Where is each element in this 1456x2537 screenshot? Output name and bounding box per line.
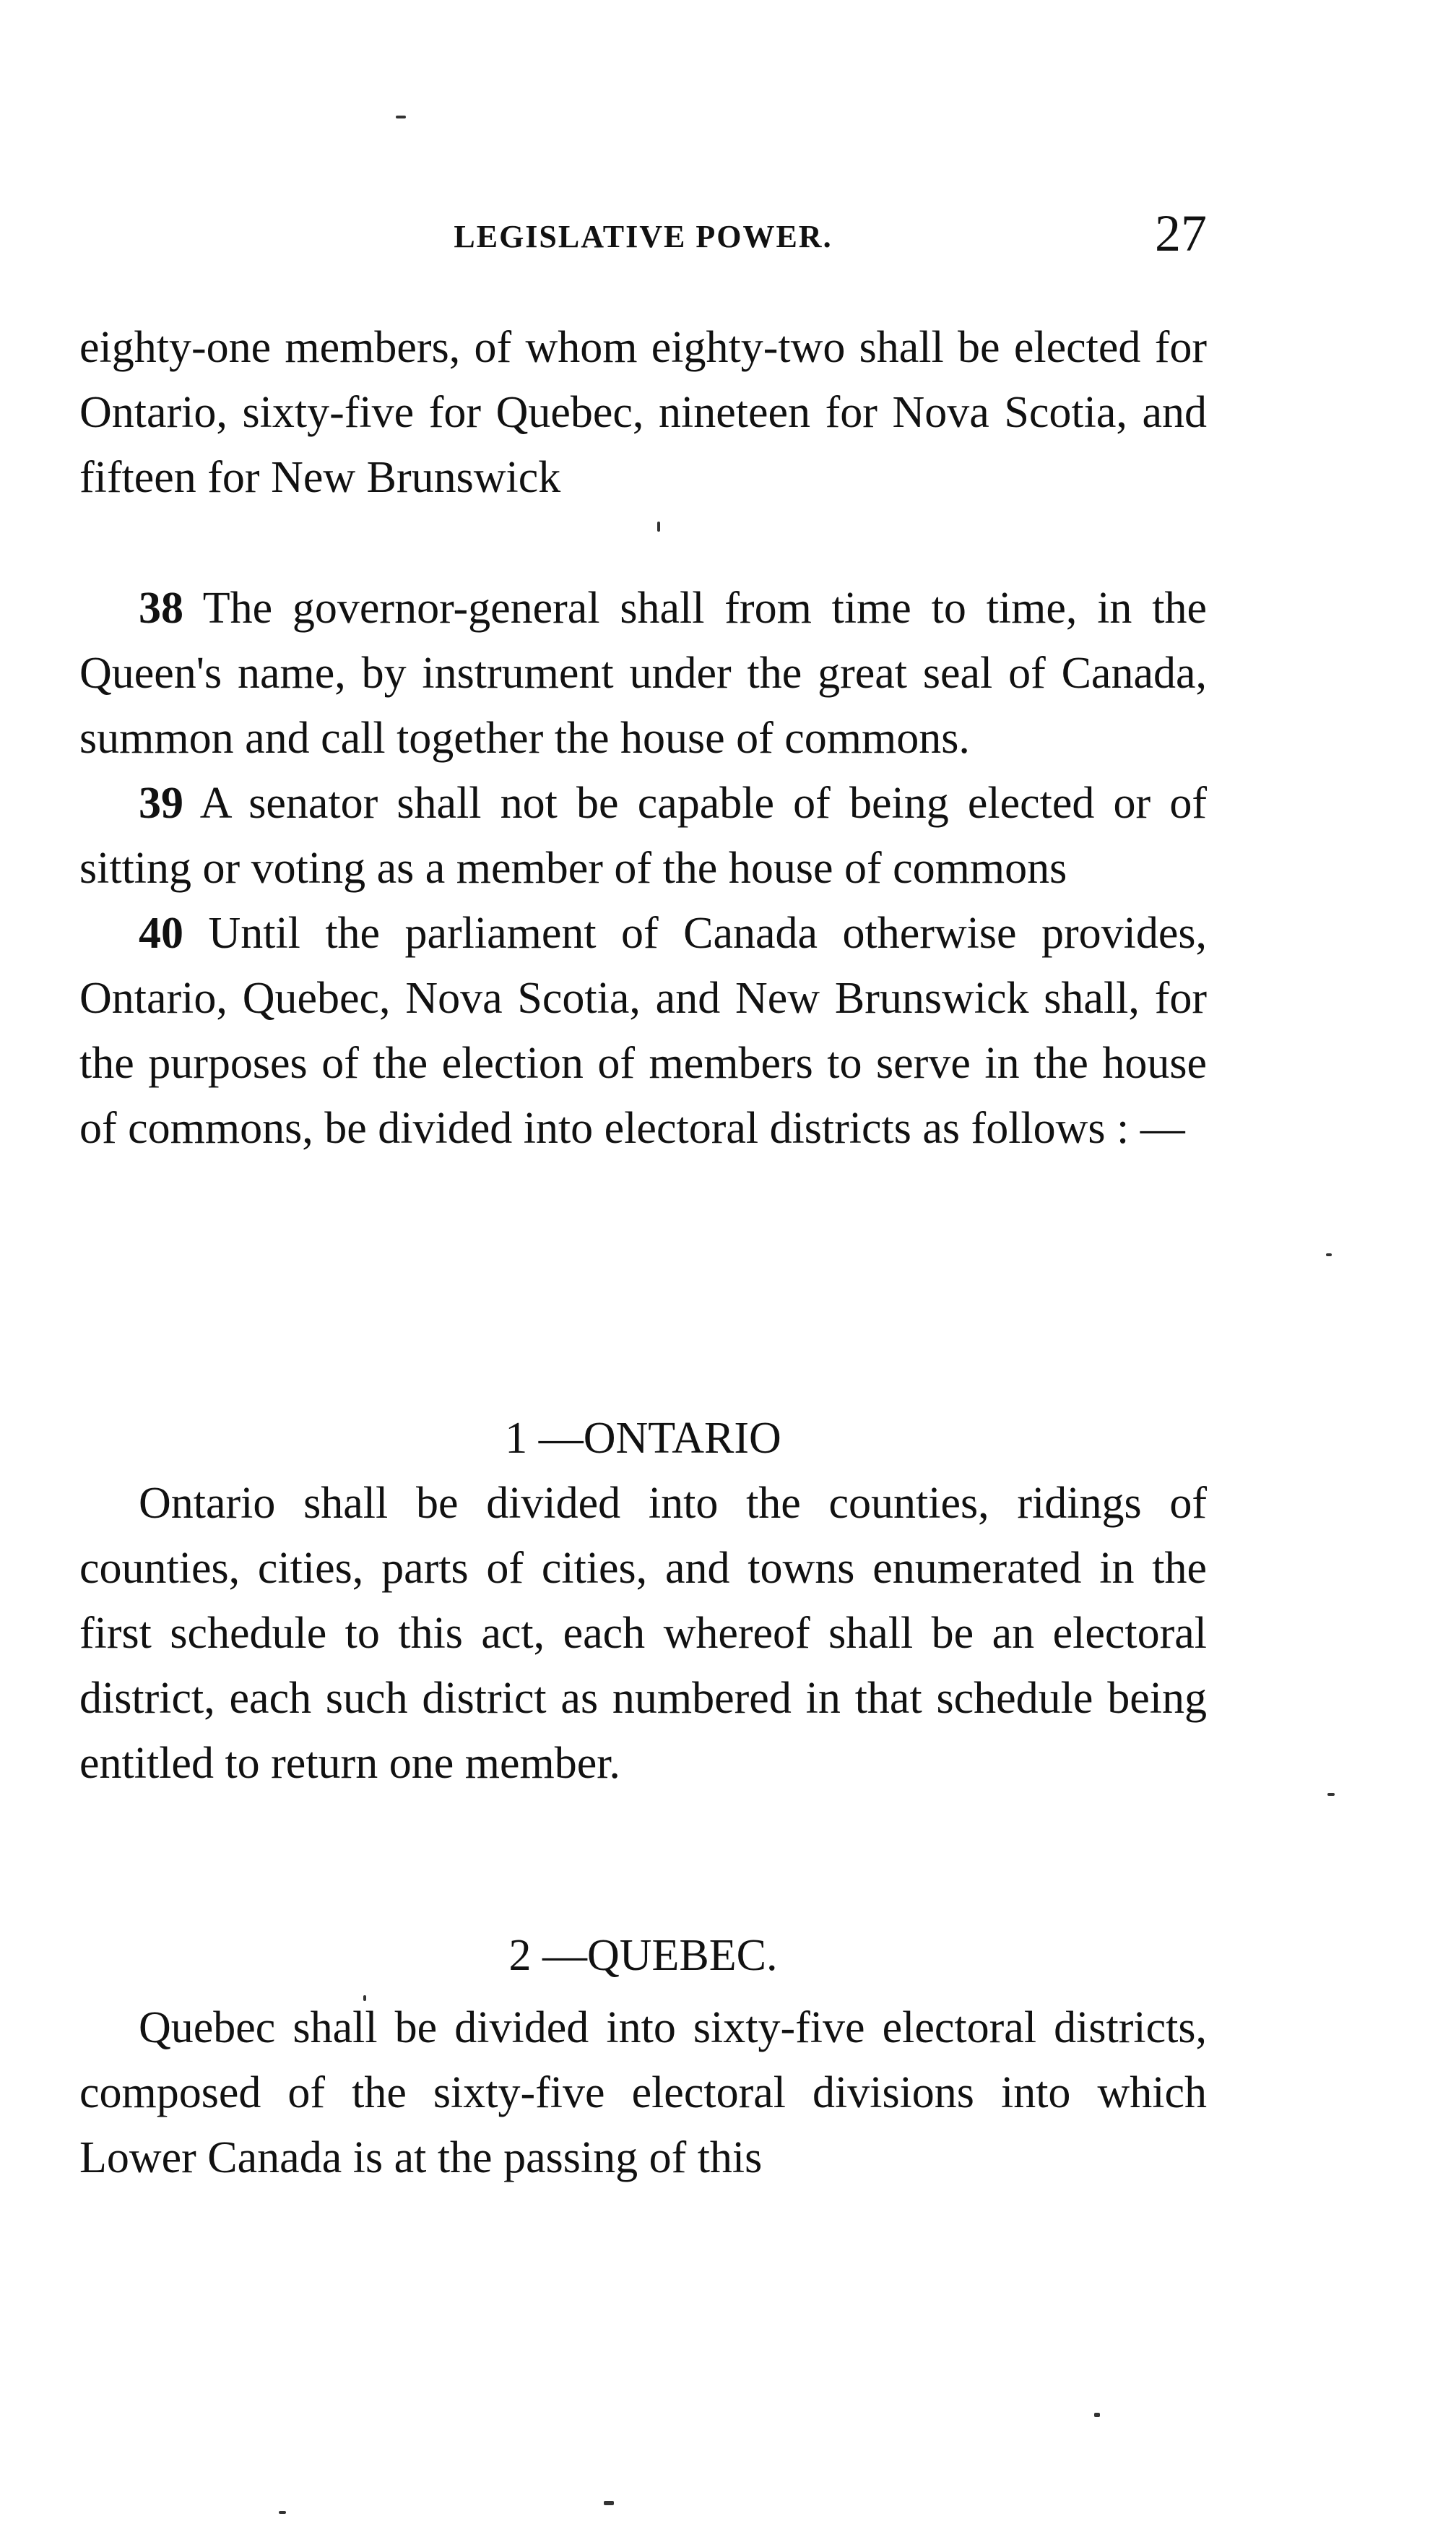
page-number: 27 <box>1155 204 1207 262</box>
section-text: The governor-general shall from time to time, in the Queen's name, by instrument under the great seal of Canada, summon and call together the house of commons. <box>79 584 1207 763</box>
ontario-heading: 1 —ONTARIO <box>505 1414 781 1463</box>
scan-speck <box>396 116 406 118</box>
section-number: 38 <box>139 584 183 633</box>
page-header <box>79 204 1207 269</box>
scan-speck <box>363 1995 366 2001</box>
paragraph-continuation-text: eighty-one members, of whom eighty-two shall be elected for Ontario, sixty-five for Quebec, nineteen for Nova Scotia, and fifteen for New Brunswick <box>79 323 1207 502</box>
section-text: A senator shall not be capable of being elected or of sitting or voting as a member of the house of commons <box>79 779 1207 893</box>
scan-speck <box>1094 2413 1100 2417</box>
sections-block <box>79 576 1207 1161</box>
scan-speck <box>279 2511 286 2514</box>
scan-speck <box>657 522 660 532</box>
quebec-text: Quebec shall be divided into sixty-five electoral districts, composed of the sixty-five electoral divisions into which Lower Canada is at the passing of this <box>79 2003 1207 2182</box>
ontario-subsection <box>79 1406 1207 1796</box>
section-text: Until the parliament of Canada otherwise provides, Ontario, Quebec, Nova Scotia, and New Brunswick shall, for the purposes of the election of members to serve in the house of commons, be divided into electoral districts as follows : — <box>79 909 1207 1153</box>
section-number: 39 <box>139 779 183 828</box>
section-39 <box>79 771 1207 901</box>
section-number: 40 <box>139 909 183 958</box>
continuation-paragraph <box>79 315 1207 510</box>
section-38 <box>79 576 1207 771</box>
scan-speck <box>1327 1793 1335 1796</box>
quebec-subsection <box>79 1923 1207 2190</box>
scan-speck <box>1326 1253 1332 1256</box>
section-40 <box>79 901 1207 1161</box>
quebec-heading: 2 —QUEBEC. <box>508 1931 778 1980</box>
scan-speck <box>604 2501 614 2505</box>
running-head: LEGISLATIVE POWER. <box>454 219 833 254</box>
ontario-text: Ontario shall be divided into the counties, ridings of counties, cities, parts of cities, and towns enumerated in the first schedule to this act, each whereof shall be an electoral district, each such district as numbered in that schedule being entitled to return one member. <box>79 1479 1207 1788</box>
